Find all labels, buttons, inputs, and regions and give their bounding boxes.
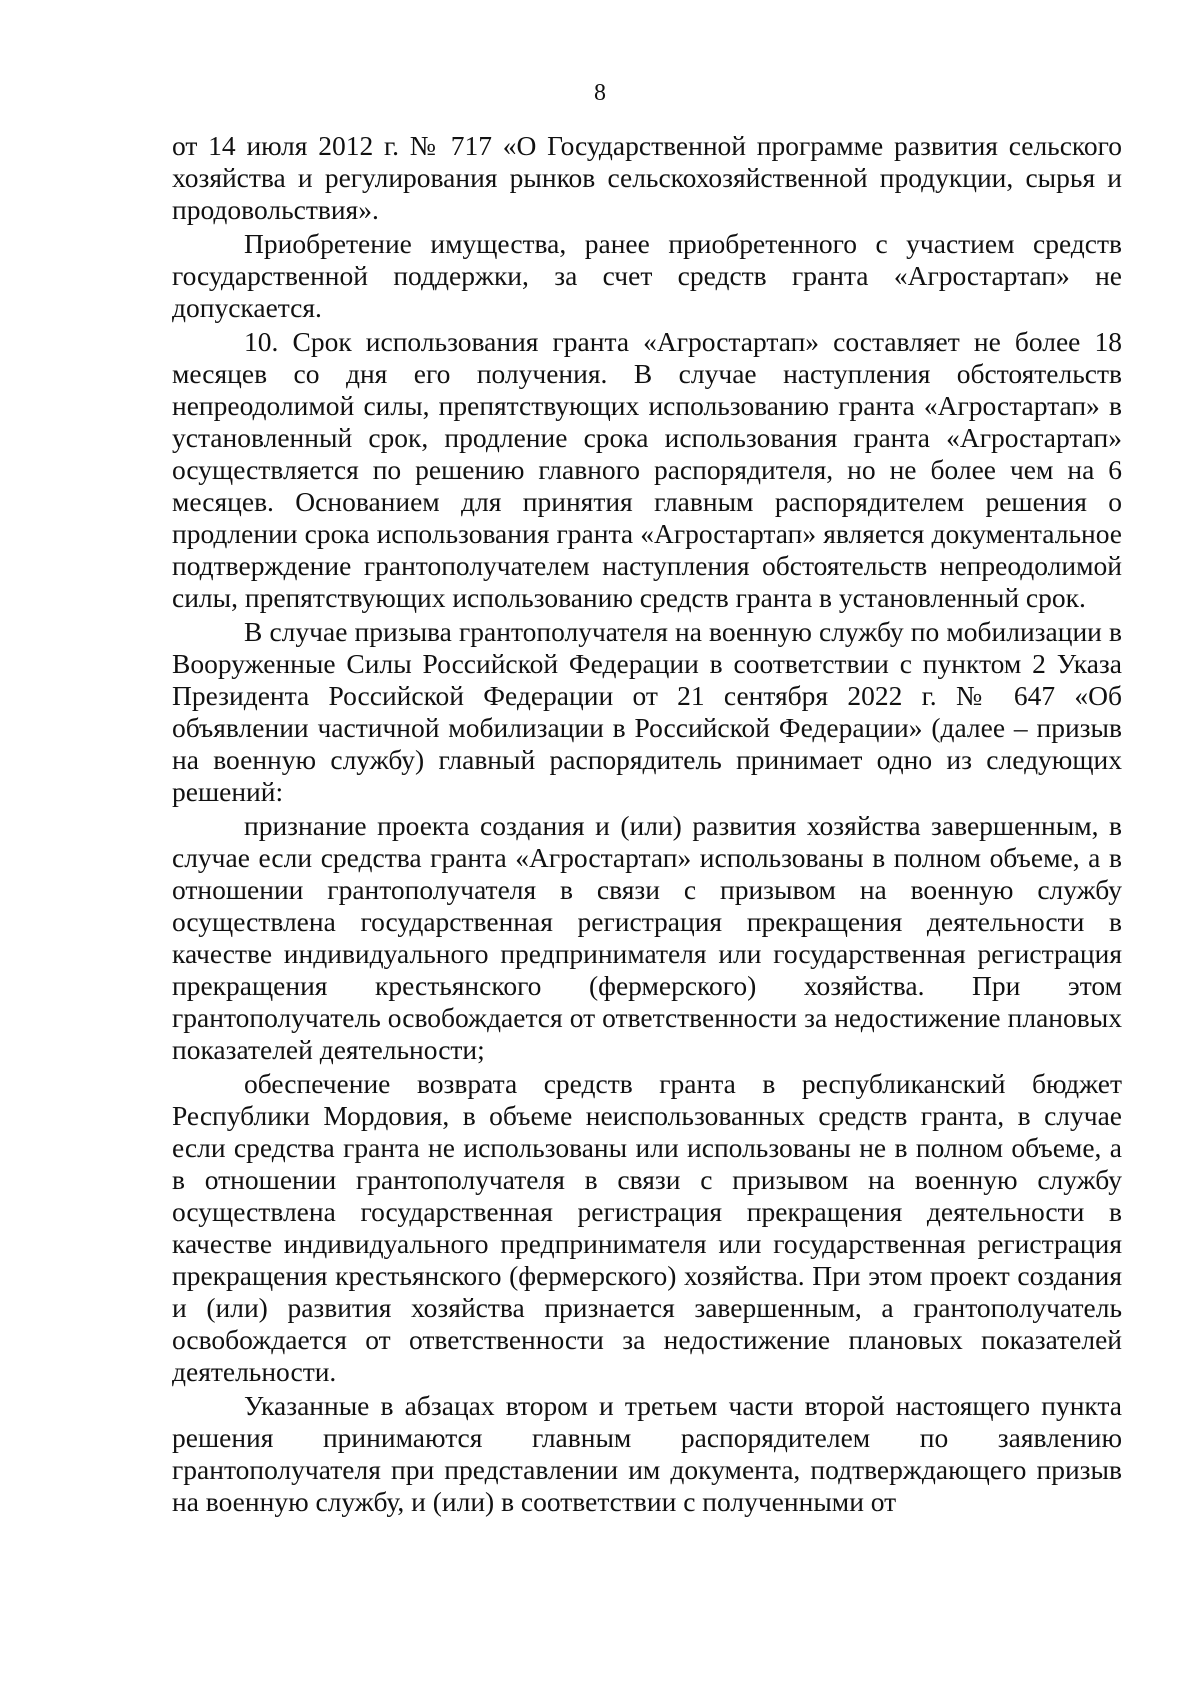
page-number: 8 [594, 80, 606, 106]
document-body [172, 130, 1122, 1520]
paragraph-decision-procedure: Указанные в абзацах втором и третьем части второй настоящего пункта решения принимаются главным распорядителем по заявлению грантополучателя при представлении им документа, подтверждающего призыв на военную службу, и (или) в соответствии с полученными от [172, 1390, 1122, 1517]
paragraph-decision-funds-return: обеспечение возврата средств гранта в республиканский бюджет Республики Мордовия, в объеме неиспользованных средств гранта, в случае если средства гранта не использованы или использованы не в полном объеме, а в отношении грантополучателя в связи с призывом на военную службу осуществлена государственная регистрация прекращения деятельности в качестве индивидуального предпринимателя или государственная регистрация прекращения крестьянского (фермерского) хозяйства. При этом проект создания и (или) развития хозяйства признается завершенным, а грантополучатель освобождается от ответственности за недостижение плановых показателей деятельности. [172, 1068, 1122, 1387]
paragraph-property-acquisition: Приобретение имущества, ранее приобретенного с участием средств государственной поддержки, за счет средств гранта «Агростартап» не допускается. [172, 228, 1122, 323]
paragraph-decision-project-completed: признание проекта создания и (или) развития хозяйства завершенным, в случае если средства гранта «Агростартап» использованы в полном объеме, а в отношении грантополучателя в связи с призывом на военную службу осуществлена государственная регистрация прекращения деятельности в качестве индивидуального предпринимателя или государственная регистрация прекращения крестьянского (фермерского) хозяйства. При этом грантополучатель освобождается от ответственности за недостижение плановых показателей деятельности; [172, 810, 1122, 1065]
paragraph-continuation: от 14 июля 2012 г. № 717 «О Государственной программе развития сельского хозяйства и регулирования рынков сельскохозяйственной продукции, сырья и продовольствия». [172, 130, 1122, 225]
paragraph-item-10-grant-term: 10. Срок использования гранта «Агростартап» составляет не более 18 месяцев со дня его получения. В случае наступления обстоятельств непреодолимой силы, препятствующих использованию гранта «Агростартап» в установленный срок, продление срока использования гранта «Агростартап» осуществляется по решению главного распорядителя, но не более чем на 6 месяцев. Основанием для принятия главным распорядителем решения о продлении срока использования гранта «Агростартап» является документальное подтверждение грантополучателем наступления обстоятельств непреодолимой силы, препятствующих использованию средств гранта в установленный срок. [172, 326, 1122, 613]
paragraph-mobilization: В случае призыва грантополучателя на военную службу по мобилизации в Вооруженные Силы Российской Федерации в соответствии с пунктом 2 Указа Президента Российской Федерации от 21 сентября 2022 г. № 647 «Об объявлении частичной мобилизации в Российской Федерации» (далее – призыв на военную службу) главный распорядитель принимает одно из следующих решений: [172, 616, 1122, 807]
